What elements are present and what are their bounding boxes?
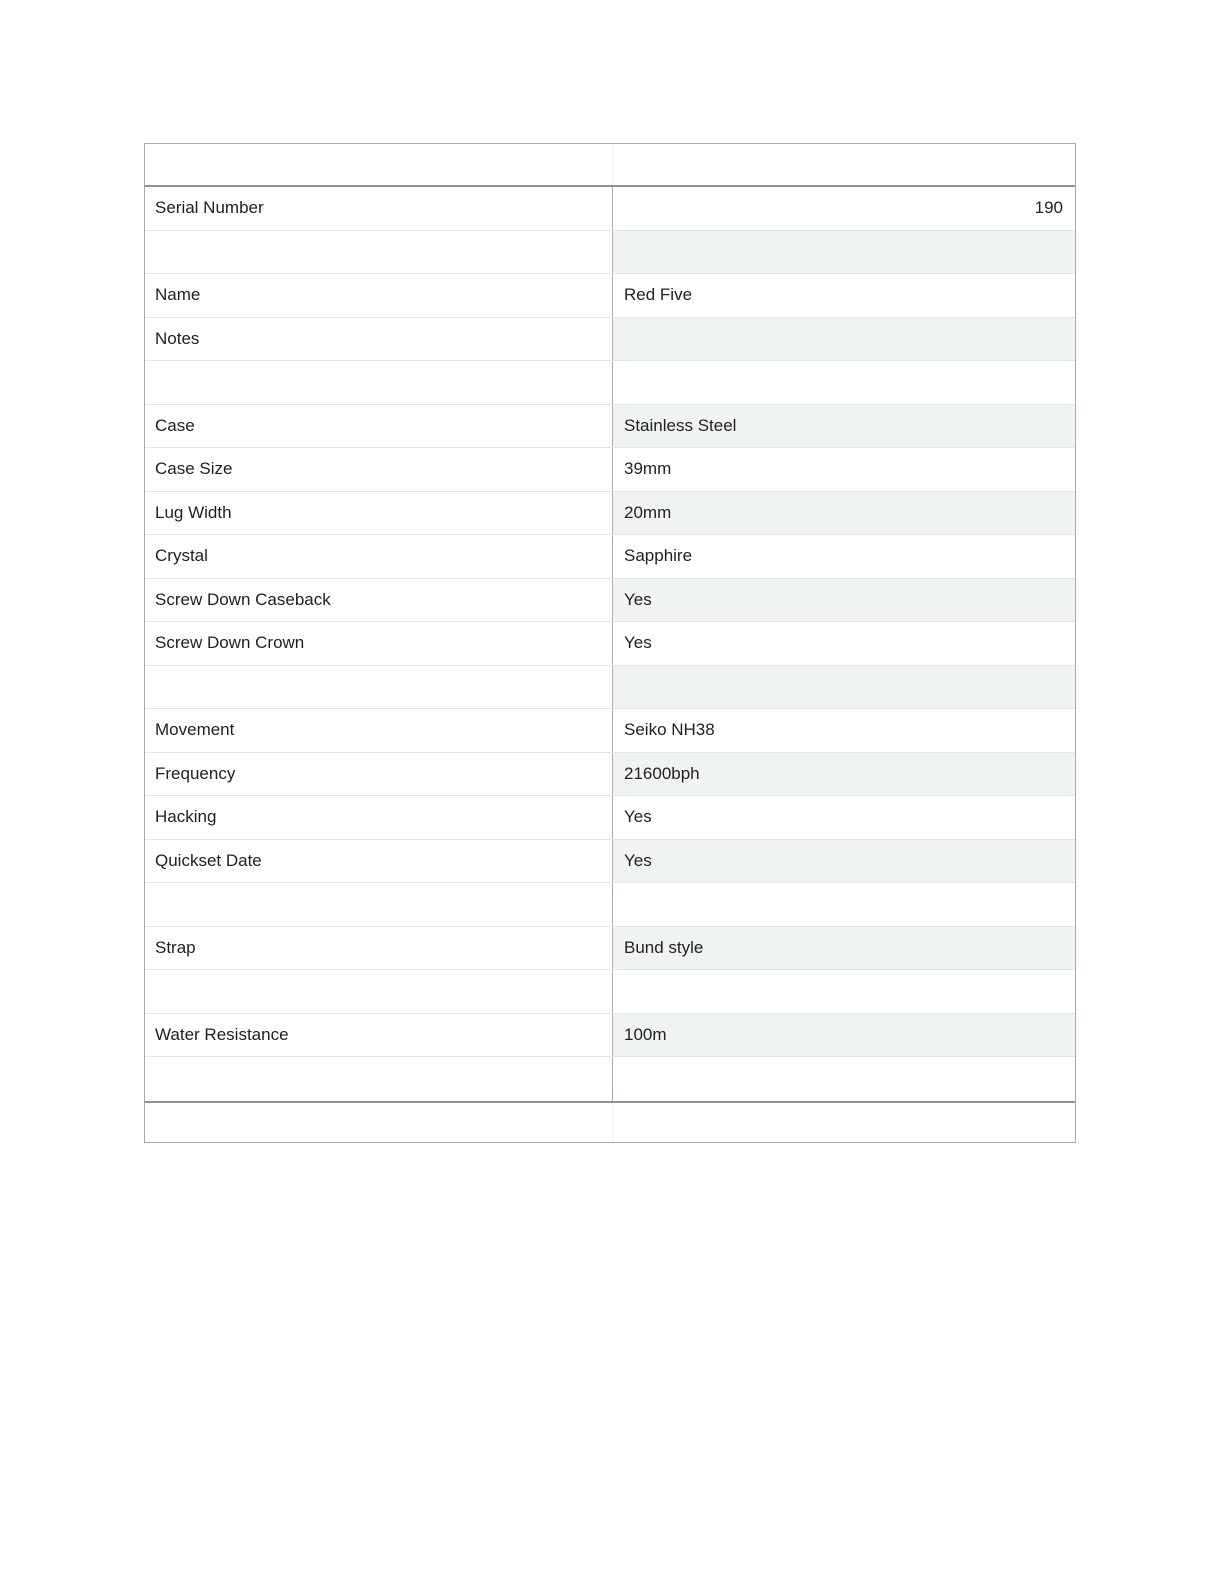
spec-label-cell[interactable]: Strap	[145, 927, 613, 970]
spec-label-cell[interactable]: Screw Down Crown	[145, 622, 613, 665]
table-body	[145, 187, 1075, 1101]
spec-value-cell[interactable]	[613, 361, 1075, 404]
spec-label-cell[interactable]	[145, 231, 613, 274]
footer-label-cell[interactable]	[145, 1103, 613, 1142]
table-row	[145, 970, 1075, 1014]
table-row	[145, 1057, 1075, 1101]
spec-value-cell[interactable]: Seiko NH38	[624, 720, 715, 740]
table-row	[145, 579, 1075, 623]
spec-value-cell[interactable]: Yes	[624, 633, 652, 653]
spec-label-cell[interactable]: Notes	[145, 318, 613, 361]
spec-label-cell[interactable]: Frequency	[145, 753, 613, 796]
spec-label-cell[interactable]: Name	[145, 274, 613, 317]
spec-label-cell[interactable]: Crystal	[145, 535, 613, 578]
spec-value-cell[interactable]: 190	[1034, 198, 1063, 218]
footer-value-cell[interactable]	[613, 1103, 1075, 1142]
spec-value-cell[interactable]: 21600bph	[613, 753, 1075, 796]
table-row	[145, 405, 1075, 449]
table-row	[145, 231, 1075, 275]
spec-value-cell[interactable]	[613, 883, 1075, 926]
spec-label-cell[interactable]	[145, 1057, 613, 1101]
spec-label-cell[interactable]	[145, 361, 613, 404]
spec-value-cell[interactable]	[613, 666, 1075, 709]
spec-value-cell[interactable]: 39mm	[624, 459, 672, 479]
table-row	[145, 622, 1075, 666]
spec-value-cell[interactable]	[613, 318, 1075, 361]
spec-label-cell[interactable]: Quickset Date	[145, 840, 613, 883]
table-row	[145, 927, 1075, 971]
table-row	[145, 796, 1075, 840]
spec-label-cell[interactable]: Movement	[145, 709, 613, 752]
spec-value-cell[interactable]	[613, 1057, 1075, 1101]
spec-label-cell[interactable]: Hacking	[145, 796, 613, 839]
spec-label-cell[interactable]: Serial Number	[145, 187, 613, 230]
table-header-row	[145, 144, 1075, 187]
spec-label-cell[interactable]: Lug Width	[145, 492, 613, 535]
table-row	[145, 187, 1075, 231]
watch-spec-table	[144, 143, 1076, 1143]
spec-value-cell[interactable]: Yes	[613, 840, 1075, 883]
spec-value-cell[interactable]	[613, 231, 1075, 274]
spec-value-cell[interactable]: Stainless Steel	[613, 405, 1075, 448]
spec-label-cell[interactable]	[145, 666, 613, 709]
table-row	[145, 535, 1075, 579]
table-row	[145, 492, 1075, 536]
table-row	[145, 883, 1075, 927]
table-row	[145, 666, 1075, 710]
table-row	[145, 709, 1075, 753]
table-row	[145, 840, 1075, 884]
spec-value-cell[interactable]: Sapphire	[624, 546, 693, 566]
table-row	[145, 361, 1075, 405]
spec-label-cell[interactable]	[145, 970, 613, 1013]
table-row	[145, 318, 1075, 362]
spec-label-cell[interactable]: Screw Down Caseback	[145, 579, 613, 622]
spec-value-cell[interactable]: Yes	[613, 579, 1075, 622]
table-row	[145, 274, 1075, 318]
spec-value-cell[interactable]: Bund style	[613, 927, 1075, 970]
spec-label-cell[interactable]: Case Size	[145, 448, 613, 491]
spec-value-cell[interactable]: 20mm	[613, 492, 1075, 535]
spec-value-cell[interactable]	[613, 970, 1075, 1013]
header-label-cell[interactable]	[145, 144, 613, 185]
spec-label-cell[interactable]	[145, 883, 613, 926]
table-row	[145, 448, 1075, 492]
table-row	[145, 1014, 1075, 1058]
table-footer-row	[145, 1101, 1075, 1142]
table-row	[145, 753, 1075, 797]
spec-value-cell[interactable]: 100m	[613, 1014, 1075, 1057]
spec-label-cell[interactable]: Water Resistance	[145, 1014, 613, 1057]
spec-value-cell[interactable]: Yes	[624, 807, 652, 827]
spec-value-cell[interactable]: Red Five	[624, 285, 693, 305]
header-value-cell[interactable]	[613, 144, 1075, 185]
spec-label-cell[interactable]: Case	[145, 405, 613, 448]
